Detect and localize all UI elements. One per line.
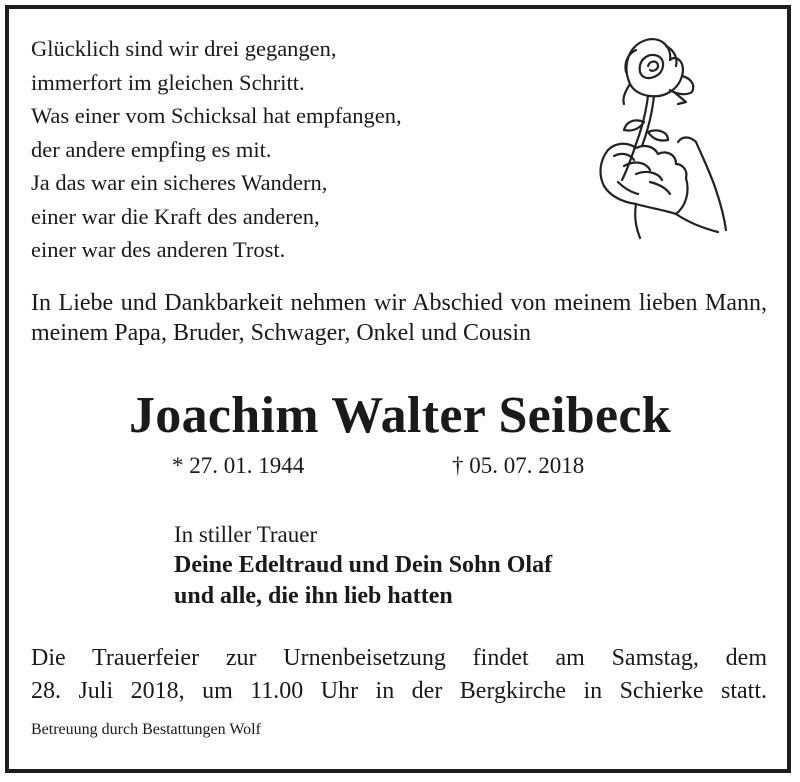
poem-line: Ja das war ein sicheres Wandern, [31, 170, 328, 195]
poem-line: Was einer vom Schicksal hat empfangen, [31, 103, 402, 128]
deceased-name: Joachim Walter Seibeck [129, 387, 671, 444]
mourners-line: und alle, die ihn lieb hatten [174, 583, 453, 609]
poem-line: Glücklich sind wir drei gegangen, [31, 36, 337, 61]
ceremony-line: 28. Juli 2018, um 11.00 Uhr in der Bergkirche in Schierke statt. [31, 678, 767, 704]
death-date: † 05. 07. 2018 [452, 453, 585, 478]
care-note: Betreuung durch Bestattungen Wolf [31, 721, 261, 738]
mourners-line: Deine Edeltraud und Dein Sohn Olaf [174, 552, 553, 578]
mourners-intro: In stiller Trauer [174, 522, 318, 547]
poem-line: einer war des anderen Trost. [31, 237, 286, 262]
poem-line: der andere empfing es mit. [31, 136, 272, 162]
mourners-block [174, 519, 552, 612]
ceremony-line: Die Trauerfeier zur Urnenbeisetzung findet am Samstag, dem [31, 645, 767, 671]
birth-date: * 27. 01. 1944 [172, 453, 305, 478]
ceremony-text [31, 642, 767, 708]
intro-text: In Liebe und Dankbarkeit nehmen wir Abschied von meinem lieben Mann, meinem Papa, Bruder, Schwager, Onkel und Cousin [31, 290, 767, 346]
poem-line: immerfort im gleichen Schritt. [31, 69, 305, 95]
poem [31, 32, 402, 267]
poem-line: einer war die Kraft des anderen, [31, 203, 320, 229]
rose-in-hand-icon [578, 32, 732, 242]
